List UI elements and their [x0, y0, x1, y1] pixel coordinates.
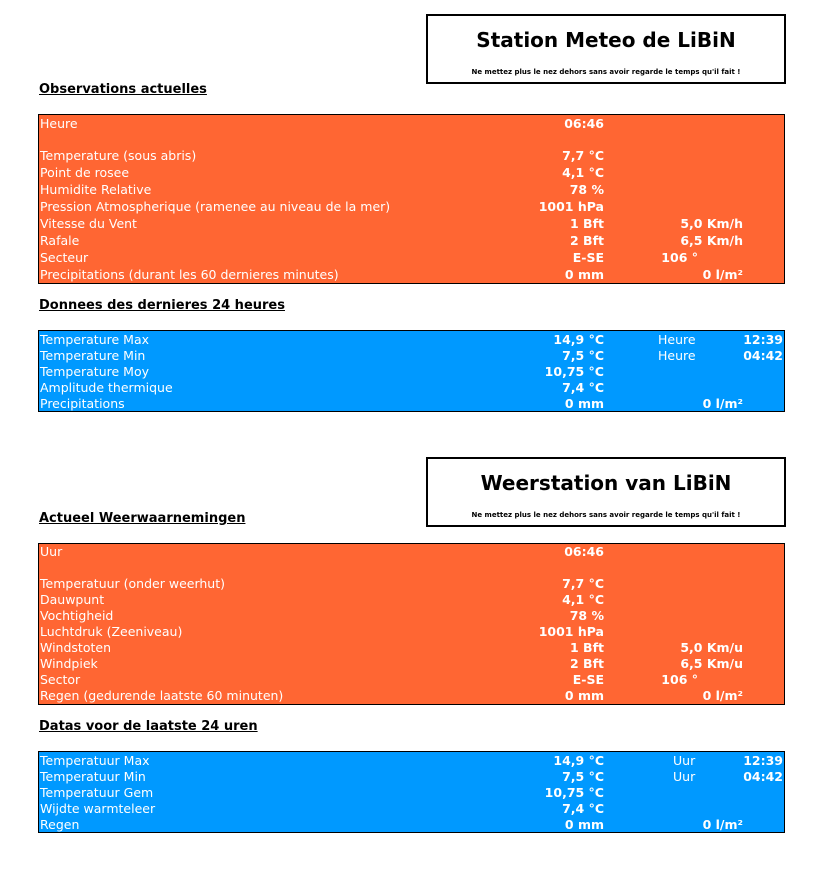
row-label: Regen: [40, 817, 80, 832]
row-value-secondary: 5,0 Km/h: [680, 216, 743, 231]
table-row: [39, 250, 784, 266]
row-value: E-SE: [572, 672, 604, 687]
table-row: [39, 216, 784, 232]
row-value: 7,7 °C: [562, 148, 604, 163]
row-value-secondary: 0 l/m²: [702, 817, 743, 832]
row-value: 78 %: [569, 608, 604, 623]
table-row: [39, 608, 784, 624]
table-row: [39, 640, 784, 656]
french-title-box: [426, 14, 786, 84]
row-value: 10,75 °C: [544, 785, 604, 800]
row-value: 4,1 °C: [562, 592, 604, 607]
row-value: 7,5 °C: [562, 348, 604, 363]
table-row: [39, 817, 784, 833]
hour-label: Uur: [673, 753, 696, 768]
dutch-subtitle: Ne mettez plus le nez dehors sans avoir regarde le temps qu'il fait !: [471, 511, 741, 519]
row-label: Dauwpunt: [40, 592, 105, 607]
table-row: [39, 624, 784, 640]
table-row: [39, 769, 784, 785]
table-row: [39, 233, 784, 249]
hour-value: 12:39: [743, 753, 783, 768]
dutch-daily-panel: [38, 751, 785, 833]
dutch-current-panel: [38, 543, 785, 705]
row-label: Temperatuur (onder weerhut): [40, 576, 225, 591]
table-row: [39, 267, 784, 283]
row-value: 0 mm: [564, 267, 604, 282]
table-row: [39, 348, 784, 364]
row-label: Temperature Moy: [40, 364, 149, 379]
french-daily-heading: Donnees des dernieres 24 heures: [39, 298, 285, 313]
table-row: [39, 785, 784, 801]
hour-value: 12:39: [743, 332, 783, 347]
row-value-secondary: 106 °: [661, 250, 698, 265]
row-value: 7,4 °C: [562, 380, 604, 395]
table-row: [39, 396, 784, 412]
french-subtitle: Ne mettez plus le nez dehors sans avoir regarde le temps qu'il fait !: [471, 68, 741, 76]
row-label: Temperature Min: [40, 348, 146, 363]
row-label: Amplitude thermique: [40, 380, 173, 395]
row-label: Windstoten: [40, 640, 111, 655]
french-current-heading: Observations actuelles: [39, 82, 207, 97]
row-value-secondary: 106 °: [661, 672, 698, 687]
hour-label: Uur: [673, 769, 696, 784]
row-label: Regen (gedurende laatste 60 minuten): [40, 688, 284, 703]
table-row: [39, 332, 784, 348]
row-label: Heure: [40, 116, 78, 131]
row-value: 1 Bft: [570, 640, 604, 655]
dutch-title: Weerstation van LiBiN: [480, 471, 732, 495]
row-label: Precipitations (durant les 60 dernieres minutes): [40, 267, 339, 282]
row-value-secondary: 0 l/m²: [702, 688, 743, 703]
row-label: Rafale: [40, 233, 80, 248]
table-row: [39, 592, 784, 608]
row-label: Luchtdruk (Zeeniveau): [40, 624, 183, 639]
row-label: Vitesse du Vent: [40, 216, 137, 231]
row-value: 06:46: [564, 544, 604, 559]
row-label: Temperature (sous abris): [40, 148, 197, 163]
hour-value: 04:42: [743, 769, 783, 784]
row-label: Wijdte warmteleer: [40, 801, 156, 816]
row-value-secondary: 0 l/m²: [702, 267, 743, 282]
table-row: [39, 182, 784, 198]
row-label: Pression Atmospherique (ramenee au niveau de la mer): [40, 199, 391, 214]
french-daily-panel: [38, 330, 785, 412]
dutch-title-box: [426, 457, 786, 527]
row-label: Point de rosee: [40, 165, 130, 180]
row-value: 7,7 °C: [562, 576, 604, 591]
table-row: [39, 148, 784, 164]
dutch-current-heading: Actueel Weerwaarnemingen: [39, 511, 246, 526]
table-row: [39, 116, 784, 132]
row-label: Windpiek: [40, 656, 98, 671]
row-value: 2 Bft: [570, 233, 604, 248]
table-row: [39, 753, 784, 769]
row-value: E-SE: [572, 250, 604, 265]
row-value: 7,4 °C: [562, 801, 604, 816]
row-value: 1 Bft: [570, 216, 604, 231]
row-label: Temperatuur Gem: [40, 785, 154, 800]
row-label: Secteur: [40, 250, 89, 265]
row-label: Temperatuur Min: [40, 769, 146, 784]
french-title: Station Meteo de LiBiN: [476, 28, 736, 52]
dutch-daily-heading: Datas voor de laatste 24 uren: [39, 719, 258, 734]
row-value: 0 mm: [564, 817, 604, 832]
table-row: [39, 672, 784, 688]
row-label: Temperatuur Max: [40, 753, 150, 768]
row-value: 2 Bft: [570, 656, 604, 671]
row-value: 78 %: [569, 182, 604, 197]
row-value-secondary: 6,5 Km/h: [680, 233, 743, 248]
table-row: [39, 656, 784, 672]
row-label: Vochtigheid: [40, 608, 114, 623]
french-current-panel: [38, 114, 785, 284]
row-value: 7,5 °C: [562, 769, 604, 784]
table-row: [39, 801, 784, 817]
row-value: 10,75 °C: [544, 364, 604, 379]
row-value-secondary: 5,0 Km/u: [680, 640, 743, 655]
row-value: 1001 hPa: [538, 199, 604, 214]
table-row: [39, 364, 784, 380]
hour-label: Heure: [658, 348, 696, 363]
row-value: 14,9 °C: [553, 753, 604, 768]
table-row: [39, 199, 784, 215]
row-value: 0 mm: [564, 396, 604, 411]
row-value: 4,1 °C: [562, 165, 604, 180]
table-row: [39, 688, 784, 704]
row-label: Humidite Relative: [40, 182, 152, 197]
row-value: 0 mm: [564, 688, 604, 703]
table-row: [39, 544, 784, 560]
row-value: 06:46: [564, 116, 604, 131]
row-value: 14,9 °C: [553, 332, 604, 347]
row-label: Uur: [40, 544, 63, 559]
row-value-secondary: 6,5 Km/u: [680, 656, 743, 671]
row-label: Precipitations: [40, 396, 125, 411]
table-row: [39, 165, 784, 181]
hour-label: Heure: [658, 332, 696, 347]
table-row: [39, 576, 784, 592]
row-label: Sector: [40, 672, 81, 687]
table-row: [39, 380, 784, 396]
row-label: Temperature Max: [40, 332, 149, 347]
hour-value: 04:42: [743, 348, 783, 363]
row-value: 1001 hPa: [538, 624, 604, 639]
row-value-secondary: 0 l/m²: [702, 396, 743, 411]
